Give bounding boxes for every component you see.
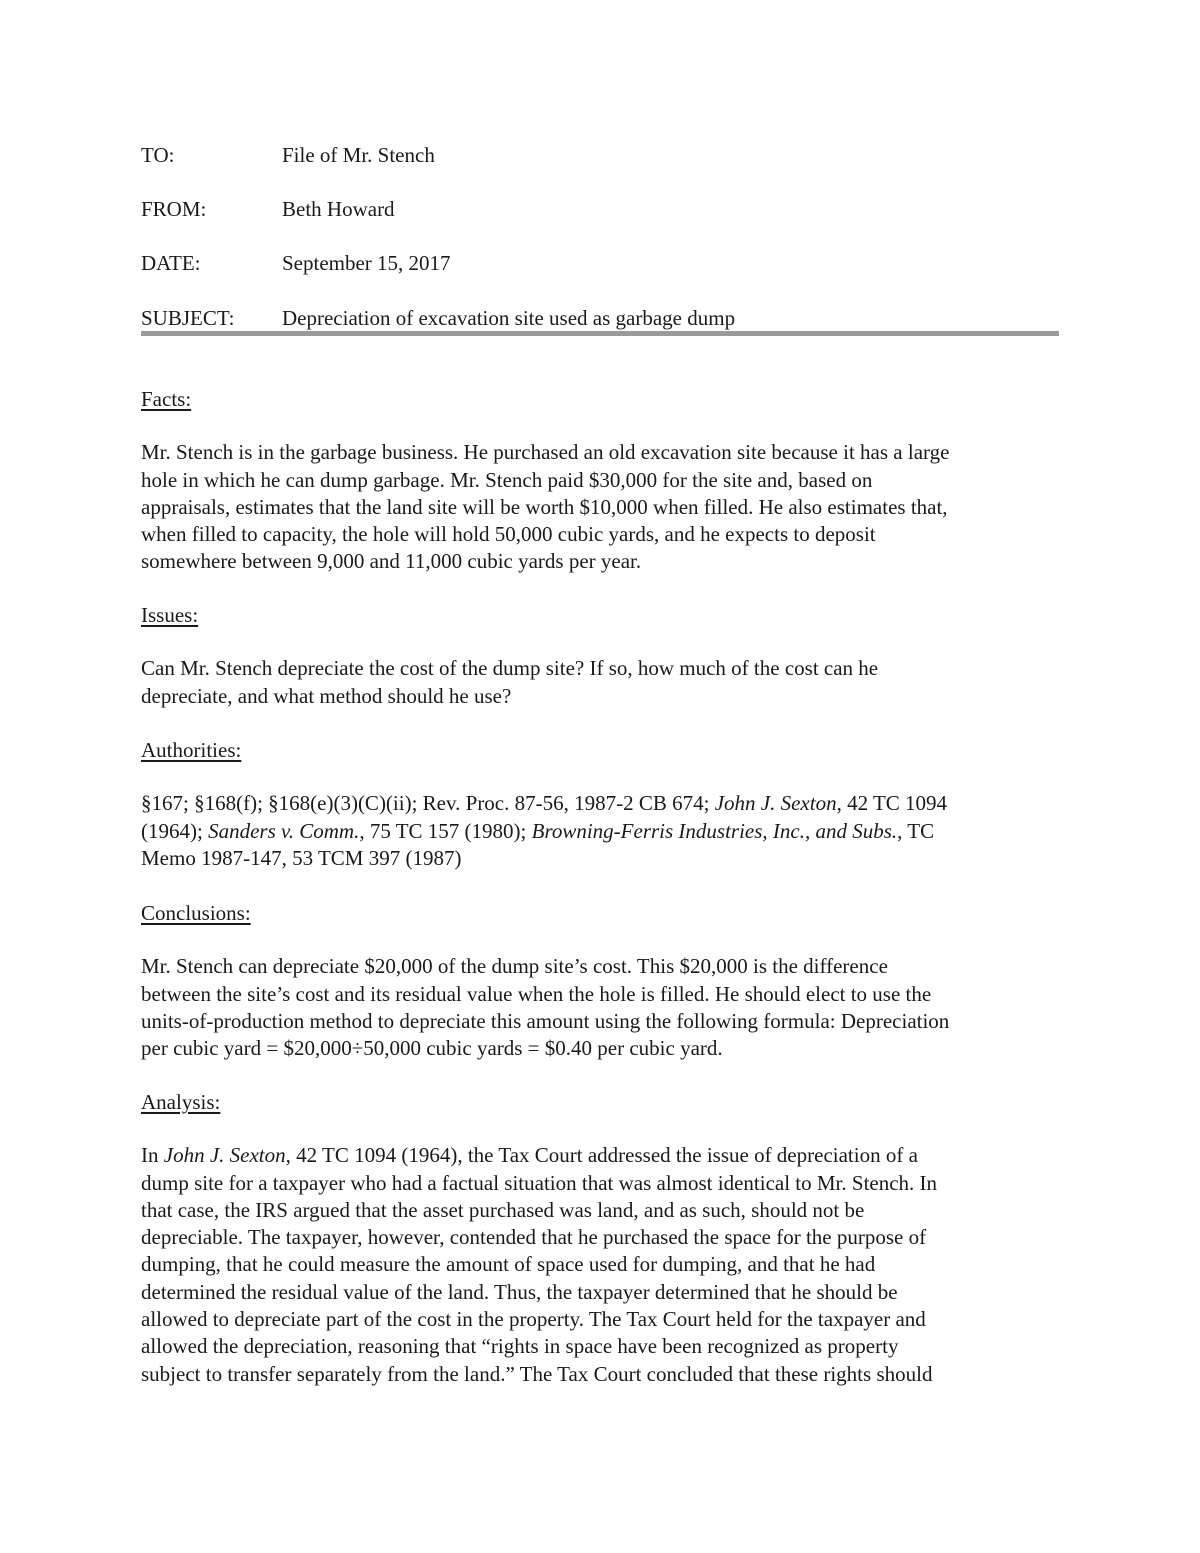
facts-body — [141, 439, 1059, 575]
analysis-line: depreciable. The taxpayer, however, contended that he purchased the space for the purpose of — [141, 1225, 927, 1250]
facts-line: somewhere between 9,000 and 11,000 cubic yards per year. — [141, 549, 642, 574]
analysis-line: dumping, that he could measure the amount of space used for dumping, and that he had — [141, 1252, 876, 1277]
issues-line: depreciate, and what method should he use? — [141, 683, 512, 708]
conclusions-section — [141, 900, 1059, 1062]
authorities-text: §167; §168(f); §168(e)(3)(C)(ii); Rev. Proc. 87-56, 1987-2 CB 674; — [141, 791, 715, 816]
analysis-text: , 42 TC 1094 (1964), the Tax Court addressed the issue of depreciation of a — [285, 1143, 918, 1168]
authorities-section — [141, 737, 1059, 872]
authorities-line: Memo 1987-147, 53 TCM 397 (1987) — [141, 845, 462, 870]
conclusions-body — [141, 953, 1059, 1062]
case-name: Sanders v. Comm. — [208, 818, 360, 843]
authorities-line — [141, 790, 1059, 817]
memo-from-row — [141, 196, 1059, 224]
memo-from-value: Beth Howard — [282, 197, 395, 221]
facts-line: hole in which he can dump garbage. Mr. Stench paid $30,000 for the site and, based on — [141, 467, 873, 492]
memo-to-row — [141, 142, 1059, 170]
analysis-line: allowed the depreciation, reasoning that “rights in space have been recognized as property — [141, 1334, 899, 1359]
case-name: John J. Sexton — [163, 1143, 286, 1168]
memo-to-label: TO: — [141, 143, 175, 167]
issues-heading: Issues: — [141, 603, 199, 627]
memo-date-label: DATE: — [141, 251, 201, 275]
facts-heading: Facts: — [141, 387, 192, 411]
analysis-line: subject to transfer separately from the land.” The Tax Court concluded that these rights should — [141, 1361, 933, 1386]
facts-line: when filled to capacity, the hole will hold 50,000 cubic yards, and he expects to deposit — [141, 522, 876, 547]
facts-line: Mr. Stench is in the garbage business. He purchased an old excavation site because it has a large — [141, 440, 950, 465]
issues-line: Can Mr. Stench depreciate the cost of the dump site? If so, how much of the cost can he — [141, 656, 879, 681]
analysis-line: determined the residual value of the land. Thus, the taxpayer determined that he should be — [141, 1279, 898, 1304]
case-name: John J. Sexton — [714, 791, 837, 816]
authorities-text: (1964); — [141, 818, 209, 843]
memo-subject-value: Depreciation of excavation site used as garbage dump — [282, 306, 736, 330]
facts-line: appraisals, estimates that the land site will be worth $10,000 when filled. He also estimates that, — [141, 494, 948, 519]
conclusions-line: between the site’s cost and its residual value when the hole is filled. He should elect to use the — [141, 981, 932, 1006]
analysis-line: allowed to depreciate part of the cost in the property. The Tax Court held for the taxpayer and — [141, 1307, 926, 1332]
analysis-body — [141, 1142, 1059, 1388]
conclusions-line: Mr. Stench can depreciate $20,000 of the dump site’s cost. This $20,000 is the difference — [141, 954, 888, 979]
analysis-line: that case, the IRS argued that the asset purchased was land, and as such, should not be — [141, 1197, 865, 1222]
conclusions-line: per cubic yard = $20,000÷50,000 cubic yards = $0.40 per cubic yard. — [141, 1036, 723, 1061]
issues-body — [141, 655, 1059, 710]
analysis-heading: Analysis: — [141, 1090, 221, 1114]
authorities-body — [141, 790, 1059, 872]
analysis-text: In — [141, 1143, 164, 1168]
analysis-line: dump site for a taxpayer who had a factual situation that was almost identical to Mr. Stench. In — [141, 1170, 938, 1195]
memo-from-label: FROM: — [141, 197, 207, 221]
issues-section — [141, 602, 1059, 710]
memo-to-value: File of Mr. Stench — [282, 143, 435, 167]
facts-section — [141, 386, 1059, 576]
memo-subject-row — [141, 305, 1059, 333]
authorities-text: , TC — [897, 818, 935, 843]
analysis-line — [141, 1142, 1059, 1169]
conclusions-line: units-of-production method to depreciate this amount using the following formula: Depreciation — [141, 1008, 950, 1033]
memo-subject-label: SUBJECT: — [141, 306, 235, 330]
memo-date-row — [141, 250, 1059, 278]
analysis-section — [141, 1089, 1059, 1388]
authorities-text: , 42 TC 1094 — [836, 791, 948, 816]
authorities-text: , 75 TC 157 (1980); — [359, 818, 532, 843]
authorities-line — [141, 818, 1059, 845]
header-divider — [141, 331, 1059, 336]
memo-date-value: September 15, 2017 — [282, 251, 451, 275]
case-name: Browning-Ferris Industries, Inc., and Subs. — [531, 818, 898, 843]
authorities-heading: Authorities: — [141, 738, 242, 762]
conclusions-heading: Conclusions: — [141, 901, 251, 925]
